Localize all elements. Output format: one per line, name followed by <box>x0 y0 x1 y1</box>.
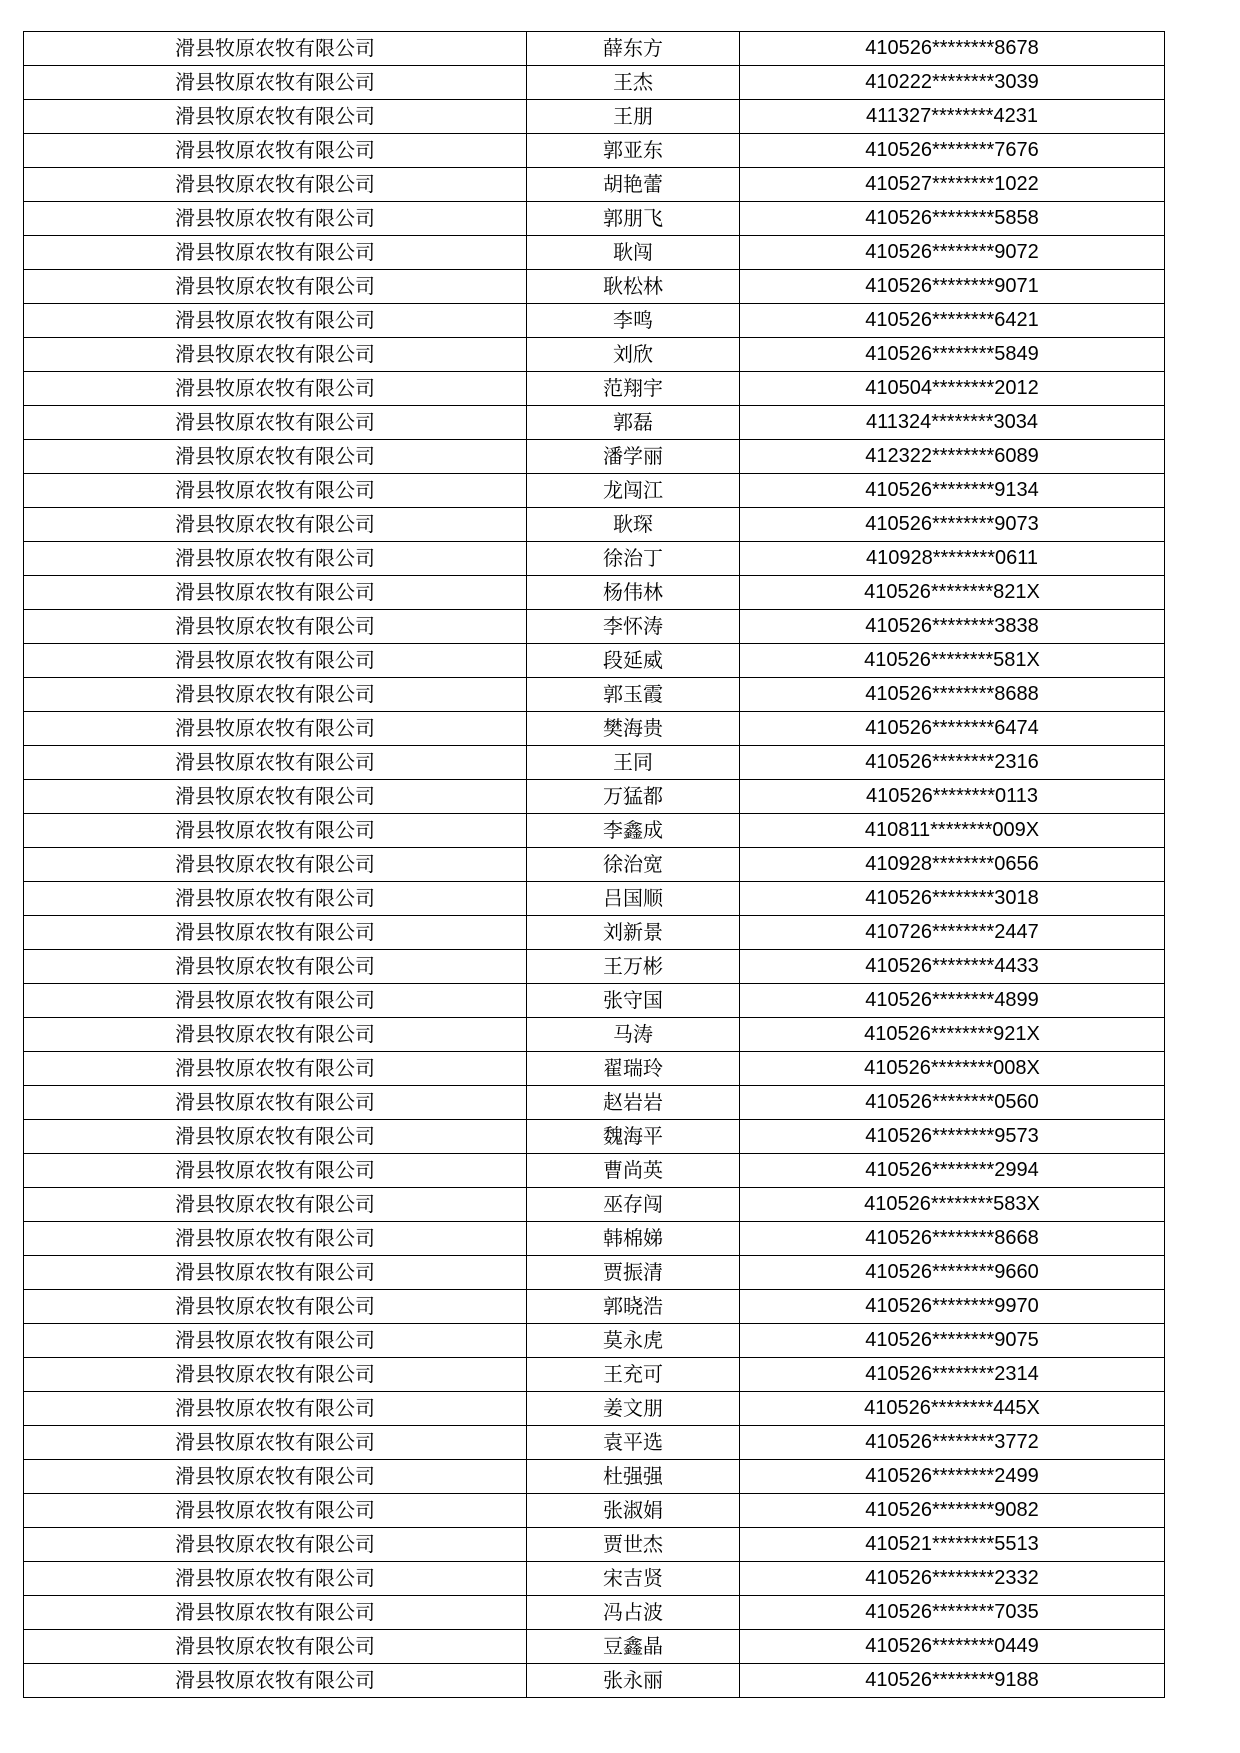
company-cell: 滑县牧原农牧有限公司 <box>24 372 527 406</box>
id-number-cell: 410526********445X <box>740 1392 1165 1426</box>
id-number-cell: 412322********6089 <box>740 440 1165 474</box>
id-number-cell: 410526********2316 <box>740 746 1165 780</box>
table-row <box>24 1222 1165 1256</box>
company-cell: 滑县牧原农牧有限公司 <box>24 406 527 440</box>
table-row <box>24 338 1165 372</box>
company-cell: 滑县牧原农牧有限公司 <box>24 1290 527 1324</box>
company-cell: 滑县牧原农牧有限公司 <box>24 848 527 882</box>
company-cell: 滑县牧原农牧有限公司 <box>24 542 527 576</box>
table-row <box>24 66 1165 100</box>
id-number-cell: 410526********2499 <box>740 1460 1165 1494</box>
person-name-cell: 姜文朋 <box>527 1392 740 1426</box>
company-cell: 滑县牧原农牧有限公司 <box>24 780 527 814</box>
person-name-cell: 郭玉霞 <box>527 678 740 712</box>
id-number-cell: 410526********8678 <box>740 32 1165 66</box>
person-name-cell: 王充可 <box>527 1358 740 1392</box>
company-cell: 滑县牧原农牧有限公司 <box>24 1052 527 1086</box>
table-row <box>24 1630 1165 1664</box>
company-cell: 滑县牧原农牧有限公司 <box>24 882 527 916</box>
company-cell: 滑县牧原农牧有限公司 <box>24 1596 527 1630</box>
table-row <box>24 1290 1165 1324</box>
id-number-cell: 411327********4231 <box>740 100 1165 134</box>
id-number-cell: 410526********3772 <box>740 1426 1165 1460</box>
person-name-cell: 贾世杰 <box>527 1528 740 1562</box>
id-number-cell: 410526********9188 <box>740 1664 1165 1698</box>
id-number-cell: 410526********9134 <box>740 474 1165 508</box>
person-name-cell: 王朋 <box>527 100 740 134</box>
company-cell: 滑县牧原农牧有限公司 <box>24 270 527 304</box>
id-number-cell: 410526********0449 <box>740 1630 1165 1664</box>
person-name-cell: 魏海平 <box>527 1120 740 1154</box>
person-name-cell: 巫存闯 <box>527 1188 740 1222</box>
id-number-cell: 410726********2447 <box>740 916 1165 950</box>
table-row <box>24 644 1165 678</box>
person-name-cell: 张永丽 <box>527 1664 740 1698</box>
person-name-cell: 段延威 <box>527 644 740 678</box>
id-number-cell: 410526********9075 <box>740 1324 1165 1358</box>
id-number-cell: 410526********008X <box>740 1052 1165 1086</box>
table-row <box>24 848 1165 882</box>
company-cell: 滑县牧原农牧有限公司 <box>24 984 527 1018</box>
id-number-cell: 410222********3039 <box>740 66 1165 100</box>
person-name-cell: 贾振清 <box>527 1256 740 1290</box>
table-row <box>24 168 1165 202</box>
id-number-cell: 410526********4899 <box>740 984 1165 1018</box>
company-cell: 滑县牧原农牧有限公司 <box>24 304 527 338</box>
person-name-cell: 李鑫成 <box>527 814 740 848</box>
table-row <box>24 202 1165 236</box>
id-number-cell: 410526********0113 <box>740 780 1165 814</box>
company-cell: 滑县牧原农牧有限公司 <box>24 746 527 780</box>
table-row <box>24 372 1165 406</box>
table-row <box>24 508 1165 542</box>
person-name-cell: 耿松林 <box>527 270 740 304</box>
table-row <box>24 1154 1165 1188</box>
person-name-cell: 李怀涛 <box>527 610 740 644</box>
table-row <box>24 746 1165 780</box>
table-row <box>24 1392 1165 1426</box>
table-row <box>24 304 1165 338</box>
table-row <box>24 916 1165 950</box>
company-cell: 滑县牧原农牧有限公司 <box>24 1630 527 1664</box>
company-cell: 滑县牧原农牧有限公司 <box>24 1426 527 1460</box>
table-row <box>24 1562 1165 1596</box>
table-row <box>24 678 1165 712</box>
id-number-cell: 410526********9573 <box>740 1120 1165 1154</box>
person-name-cell: 耿闯 <box>527 236 740 270</box>
person-name-cell: 李鸣 <box>527 304 740 338</box>
table-row <box>24 270 1165 304</box>
table-row <box>24 440 1165 474</box>
company-cell: 滑县牧原农牧有限公司 <box>24 338 527 372</box>
person-name-cell: 郭晓浩 <box>527 1290 740 1324</box>
id-number-cell: 410526********9071 <box>740 270 1165 304</box>
table-row <box>24 1528 1165 1562</box>
company-cell: 滑县牧原农牧有限公司 <box>24 474 527 508</box>
person-name-cell: 范翔宇 <box>527 372 740 406</box>
person-name-cell: 郭朋飞 <box>527 202 740 236</box>
company-cell: 滑县牧原农牧有限公司 <box>24 814 527 848</box>
table-row <box>24 1188 1165 1222</box>
company-cell: 滑县牧原农牧有限公司 <box>24 1324 527 1358</box>
company-cell: 滑县牧原农牧有限公司 <box>24 916 527 950</box>
person-name-cell: 曹尚英 <box>527 1154 740 1188</box>
id-number-cell: 410526********8688 <box>740 678 1165 712</box>
company-cell: 滑县牧原农牧有限公司 <box>24 1460 527 1494</box>
table-row <box>24 474 1165 508</box>
person-name-cell: 耿琛 <box>527 508 740 542</box>
table-row <box>24 780 1165 814</box>
company-cell: 滑县牧原农牧有限公司 <box>24 1358 527 1392</box>
id-number-cell: 410526********921X <box>740 1018 1165 1052</box>
id-number-cell: 410521********5513 <box>740 1528 1165 1562</box>
id-number-cell: 411324********3034 <box>740 406 1165 440</box>
company-cell: 滑县牧原农牧有限公司 <box>24 1562 527 1596</box>
id-number-cell: 410526********7676 <box>740 134 1165 168</box>
table-row <box>24 1664 1165 1698</box>
company-cell: 滑县牧原农牧有限公司 <box>24 1018 527 1052</box>
company-cell: 滑县牧原农牧有限公司 <box>24 576 527 610</box>
person-name-cell: 王杰 <box>527 66 740 100</box>
table-row <box>24 406 1165 440</box>
id-number-cell: 410526********9970 <box>740 1290 1165 1324</box>
person-name-cell: 万猛都 <box>527 780 740 814</box>
company-cell: 滑县牧原农牧有限公司 <box>24 32 527 66</box>
table-row <box>24 1120 1165 1154</box>
person-name-cell: 张守国 <box>527 984 740 1018</box>
table-row <box>24 236 1165 270</box>
table-row <box>24 1494 1165 1528</box>
id-number-cell: 410526********0560 <box>740 1086 1165 1120</box>
personnel-table <box>23 31 1165 1698</box>
company-cell: 滑县牧原农牧有限公司 <box>24 134 527 168</box>
table-row <box>24 950 1165 984</box>
company-cell: 滑县牧原农牧有限公司 <box>24 1392 527 1426</box>
company-cell: 滑县牧原农牧有限公司 <box>24 1222 527 1256</box>
company-cell: 滑县牧原农牧有限公司 <box>24 1256 527 1290</box>
person-name-cell: 刘欣 <box>527 338 740 372</box>
person-name-cell: 马涛 <box>527 1018 740 1052</box>
person-name-cell: 冯占波 <box>527 1596 740 1630</box>
person-name-cell: 王万彬 <box>527 950 740 984</box>
person-name-cell: 潘学丽 <box>527 440 740 474</box>
person-name-cell: 胡艳蕾 <box>527 168 740 202</box>
person-name-cell: 莫永虎 <box>527 1324 740 1358</box>
table-row <box>24 1052 1165 1086</box>
id-number-cell: 410526********583X <box>740 1188 1165 1222</box>
person-name-cell: 刘新景 <box>527 916 740 950</box>
id-number-cell: 410526********3838 <box>740 610 1165 644</box>
company-cell: 滑县牧原农牧有限公司 <box>24 1664 527 1698</box>
id-number-cell: 410526********9072 <box>740 236 1165 270</box>
table-row <box>24 1596 1165 1630</box>
id-number-cell: 410526********9073 <box>740 508 1165 542</box>
id-number-cell: 410526********581X <box>740 644 1165 678</box>
company-cell: 滑县牧原农牧有限公司 <box>24 1188 527 1222</box>
company-cell: 滑县牧原农牧有限公司 <box>24 712 527 746</box>
person-name-cell: 杜强强 <box>527 1460 740 1494</box>
id-number-cell: 410526********3018 <box>740 882 1165 916</box>
company-cell: 滑县牧原农牧有限公司 <box>24 508 527 542</box>
table-row <box>24 1426 1165 1460</box>
person-name-cell: 张淑娟 <box>527 1494 740 1528</box>
id-number-cell: 410526********8668 <box>740 1222 1165 1256</box>
company-cell: 滑县牧原农牧有限公司 <box>24 168 527 202</box>
person-name-cell: 吕国顺 <box>527 882 740 916</box>
person-name-cell: 韩棉娣 <box>527 1222 740 1256</box>
company-cell: 滑县牧原农牧有限公司 <box>24 100 527 134</box>
id-number-cell: 410526********9660 <box>740 1256 1165 1290</box>
person-name-cell: 杨伟林 <box>527 576 740 610</box>
id-number-cell: 410928********0656 <box>740 848 1165 882</box>
id-number-cell: 410526********821X <box>740 576 1165 610</box>
id-number-cell: 410526********2314 <box>740 1358 1165 1392</box>
person-name-cell: 徐治丁 <box>527 542 740 576</box>
person-name-cell: 豆鑫晶 <box>527 1630 740 1664</box>
table-row <box>24 610 1165 644</box>
table-row <box>24 1256 1165 1290</box>
company-cell: 滑县牧原农牧有限公司 <box>24 1494 527 1528</box>
table-row <box>24 32 1165 66</box>
company-cell: 滑县牧原农牧有限公司 <box>24 1120 527 1154</box>
id-number-cell: 410504********2012 <box>740 372 1165 406</box>
table-row <box>24 576 1165 610</box>
company-cell: 滑县牧原农牧有限公司 <box>24 202 527 236</box>
id-number-cell: 410526********2994 <box>740 1154 1165 1188</box>
table-row <box>24 1086 1165 1120</box>
person-name-cell: 翟瑞玲 <box>527 1052 740 1086</box>
table-row <box>24 100 1165 134</box>
person-name-cell: 龙闯江 <box>527 474 740 508</box>
company-cell: 滑县牧原农牧有限公司 <box>24 644 527 678</box>
table-row <box>24 1324 1165 1358</box>
table-row <box>24 882 1165 916</box>
person-name-cell: 徐治宽 <box>527 848 740 882</box>
table-row <box>24 814 1165 848</box>
table-row <box>24 712 1165 746</box>
person-name-cell: 赵岩岩 <box>527 1086 740 1120</box>
table-row <box>24 134 1165 168</box>
company-cell: 滑县牧原农牧有限公司 <box>24 1528 527 1562</box>
company-cell: 滑县牧原农牧有限公司 <box>24 440 527 474</box>
person-name-cell: 王同 <box>527 746 740 780</box>
company-cell: 滑县牧原农牧有限公司 <box>24 678 527 712</box>
company-cell: 滑县牧原农牧有限公司 <box>24 1154 527 1188</box>
id-number-cell: 410526********6474 <box>740 712 1165 746</box>
person-name-cell: 袁平选 <box>527 1426 740 1460</box>
company-cell: 滑县牧原农牧有限公司 <box>24 610 527 644</box>
company-cell: 滑县牧原农牧有限公司 <box>24 950 527 984</box>
personnel-table-body <box>24 32 1165 1698</box>
id-number-cell: 410526********7035 <box>740 1596 1165 1630</box>
table-row <box>24 1358 1165 1392</box>
person-name-cell: 宋吉贤 <box>527 1562 740 1596</box>
company-cell: 滑县牧原农牧有限公司 <box>24 1086 527 1120</box>
table-row <box>24 984 1165 1018</box>
person-name-cell: 郭亚东 <box>527 134 740 168</box>
company-cell: 滑县牧原农牧有限公司 <box>24 66 527 100</box>
id-number-cell: 410811********009X <box>740 814 1165 848</box>
id-number-cell: 410526********4433 <box>740 950 1165 984</box>
person-name-cell: 郭磊 <box>527 406 740 440</box>
id-number-cell: 410526********5849 <box>740 338 1165 372</box>
id-number-cell: 410526********6421 <box>740 304 1165 338</box>
person-name-cell: 樊海贵 <box>527 712 740 746</box>
company-cell: 滑县牧原农牧有限公司 <box>24 236 527 270</box>
table-row <box>24 1018 1165 1052</box>
id-number-cell: 410526********2332 <box>740 1562 1165 1596</box>
id-number-cell: 410928********0611 <box>740 542 1165 576</box>
id-number-cell: 410526********9082 <box>740 1494 1165 1528</box>
table-row <box>24 1460 1165 1494</box>
id-number-cell: 410526********5858 <box>740 202 1165 236</box>
document-page <box>23 31 1164 1698</box>
person-name-cell: 薛东方 <box>527 32 740 66</box>
id-number-cell: 410527********1022 <box>740 168 1165 202</box>
table-row <box>24 542 1165 576</box>
